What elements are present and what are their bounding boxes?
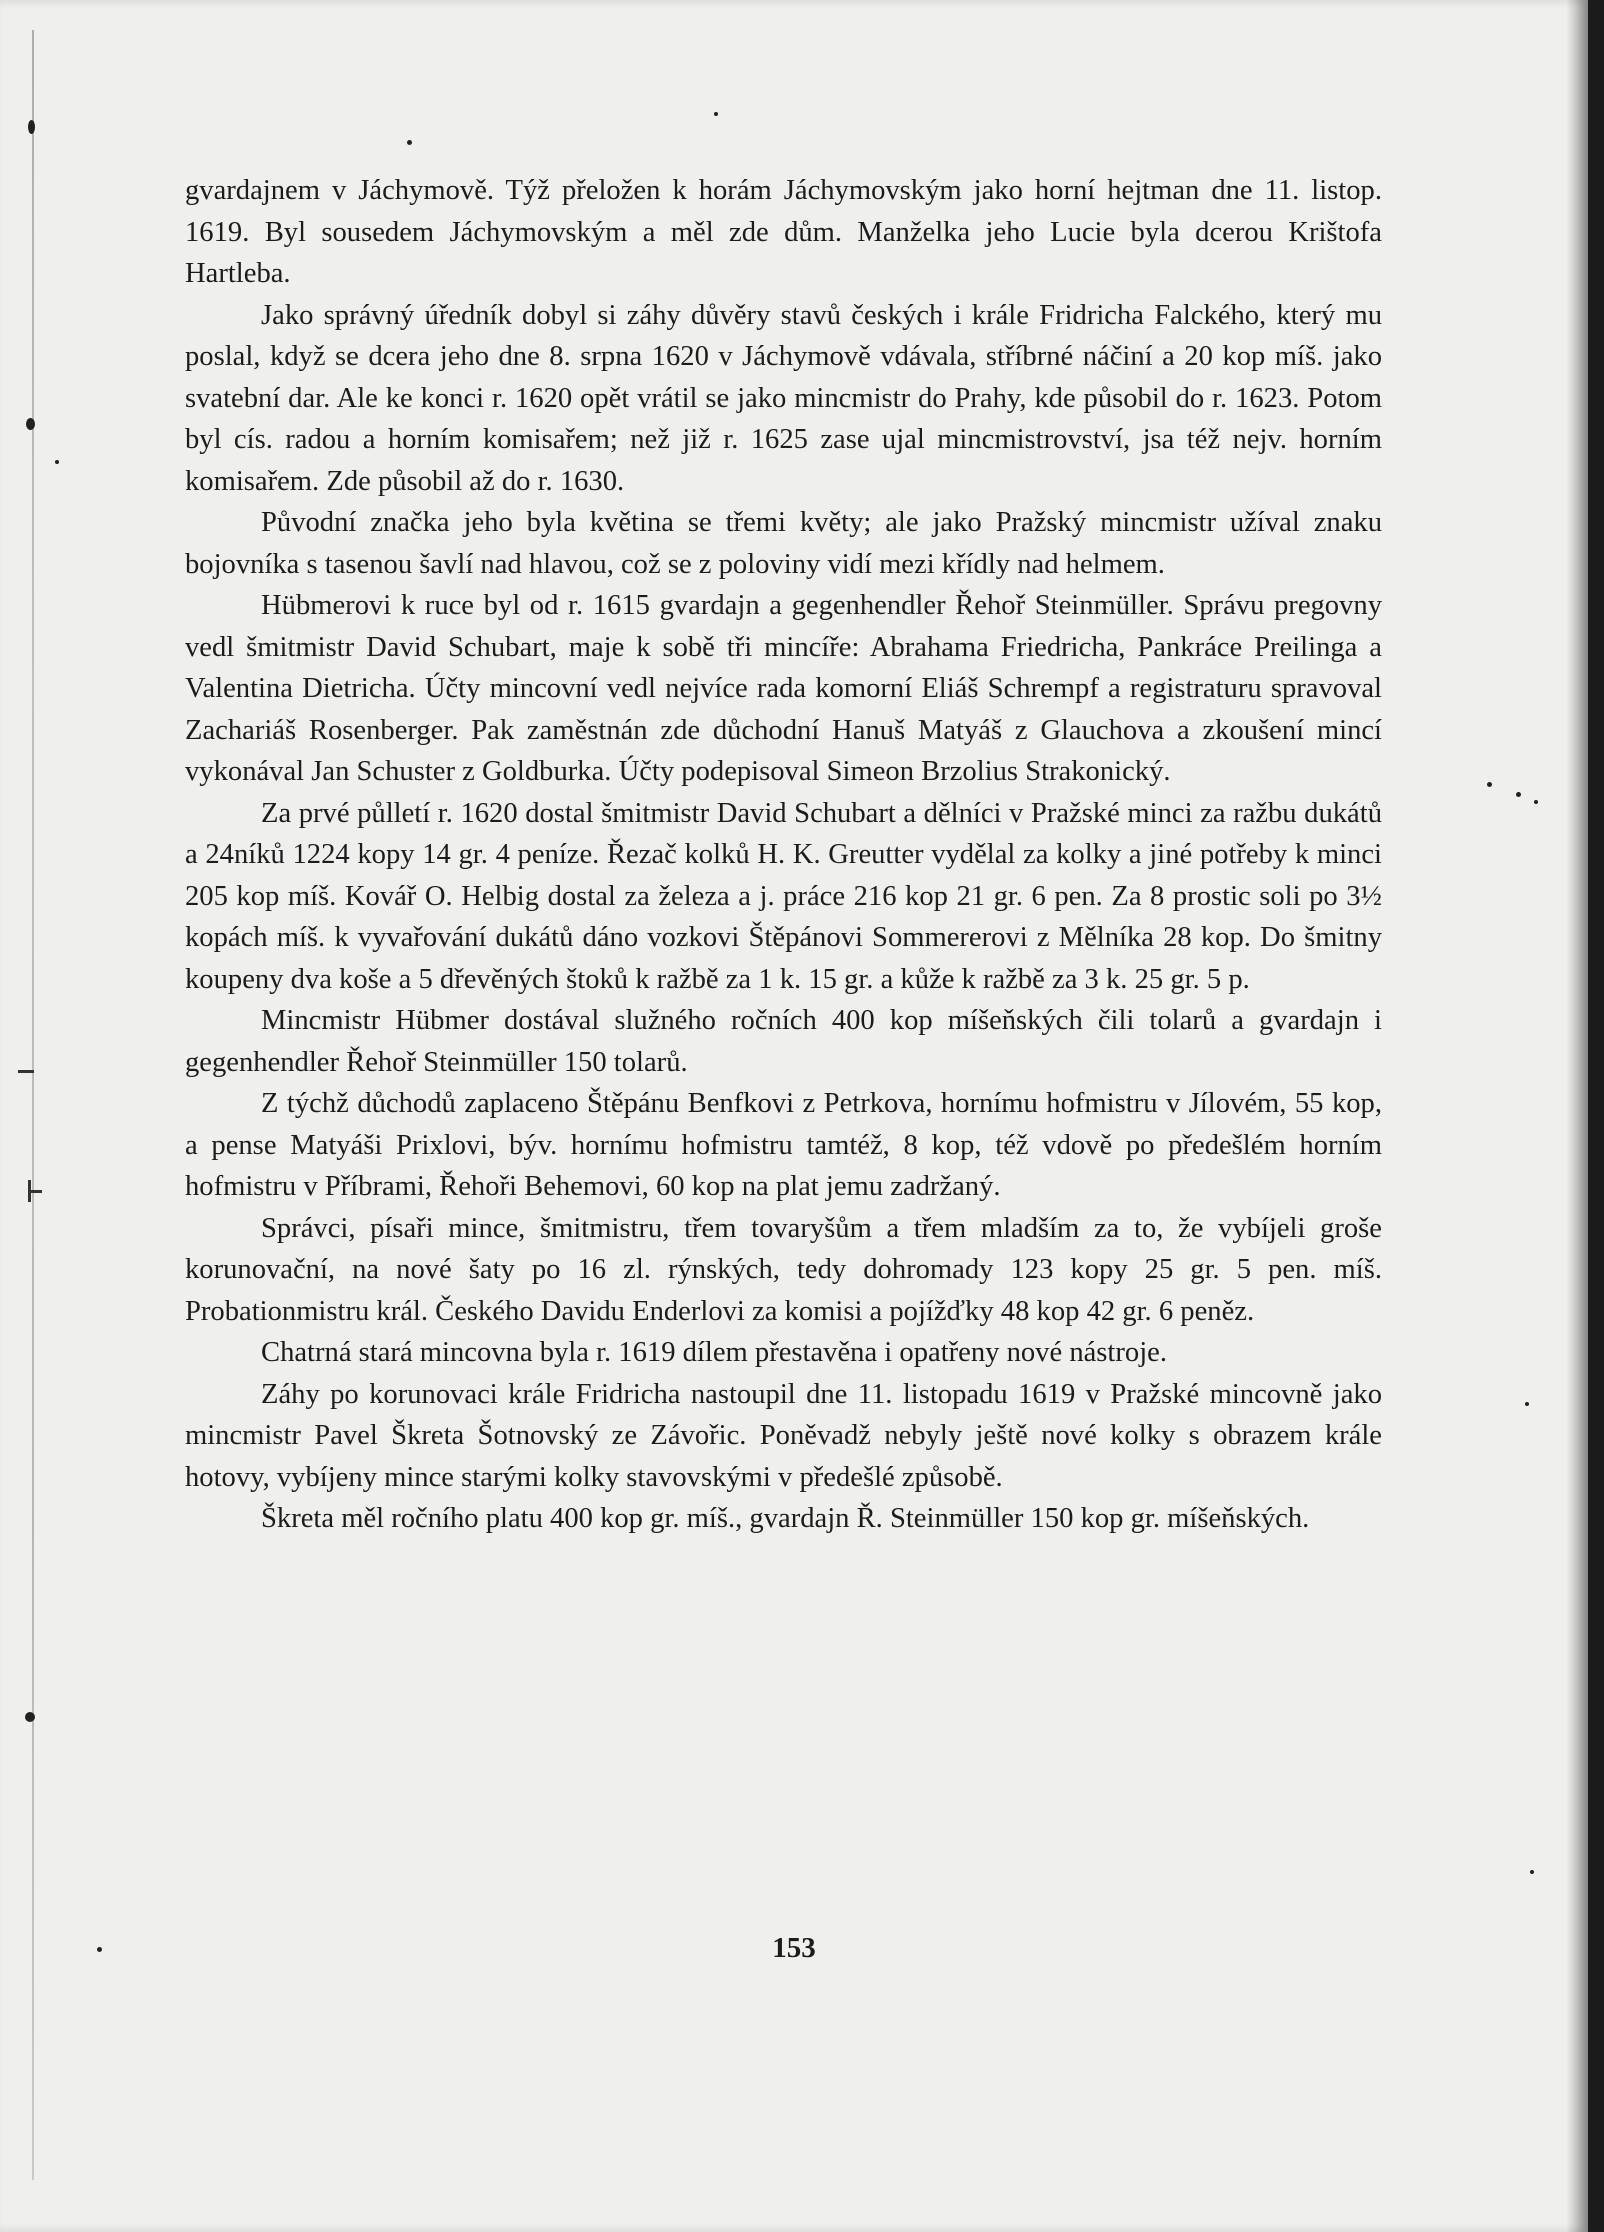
scan-speck	[26, 418, 35, 430]
paragraph: Chatrná stará mincovna byla r. 1619 dílem přestavěna i opatřeny nové nástroje.	[261, 1337, 1167, 1368]
paragraph: Mincmistr Hübmer dostával služného ročních 400 kop míšeňských čili tolarů a gvardajn i gegenhendler Řehoř Steinmüller 150 tolarů.	[185, 1005, 1382, 1078]
scan-speck	[1525, 1402, 1529, 1406]
paragraph: Za prvé půlletí r. 1620 dostal šmitmistr David Schubart a dělníci v Pražské minci za ražbu dukátů a 24níků 1224 kopy 14 gr. 4 peníze. Řezač kolků H. K. Greutter vydělal za kolky a jiné potřeby k minci 205 kop míš. Kovář O. Helbig dostal za železa a j. práce 216 kop 21 gr. 6 pen. Za 8 prostic soli po 3½ kopách míš. k vyvařování dukátů dáno vozkovi Štěpánovi Sommererovi z Mělníka 28 kop. Do šmitny koupeny dva koše a 5 dřevěných štoků k ražbě za 1 k. 15 gr. a kůže k ražbě za 3 k. 25 gr. 5 p.	[185, 797, 1382, 995]
scan-speck	[714, 112, 718, 116]
paragraph: Škreta měl ročního platu 400 kop gr. míš., gvardajn Ř. Steinmüller 150 kop gr. míšeňských.	[261, 1503, 1310, 1534]
paragraph: Záhy po korunovaci krále Fridricha nastoupil dne 11. listopadu 1619 v Pražské mincovně jako mincmistr Pavel Škreta Šotnovský ze Závořic. Poněvadž nebyly ještě nové kolky s obrazem krále hotovy, vybíjeny mince starými kolky stavovskými v předešlé způsobě.	[185, 1378, 1382, 1493]
paragraph: gvardajnem v Jáchymově. Týž přeložen k horám Jáchymovským jako horní hejtman dne 11. listop. 1619. Byl sousedem Jáchymovským a měl zde dům. Manželka jeho Lucie byla dcerou Krištofa Hartleba.	[185, 175, 1382, 289]
margin-tick	[28, 1190, 42, 1193]
scan-speck	[1534, 800, 1538, 804]
paragraph: Hübmerovi k ruce byl od r. 1615 gvardajn a gegenhendler Řehoř Steinmüller. Správu pregovny vedl šmitmistr David Schubart, maje k sobě tři mincíře: Abrahama Friedricha, Pankráce Preilinga a Valentina Dietricha. Účty mincovní vedl nejvíce rada komorní Eliáš Schrempf a registraturu spravoval Zachariáš Rosenberger. Pak zaměstnán zde důchodní Hanuš Matyáš z Glauchova a zkoušení mincí vykonával Jan Schuster z Goldburka. Účty podepisoval Simeon Brzolius Strakonický.	[185, 590, 1382, 787]
paragraph: Původní značka jeho byla květina se třemi květy; ale jako Pražský mincmistr užíval znaku bojovníka s tasenou šavlí nad hlavou, což se z poloviny vidí mezi křídly nad helmem.	[185, 507, 1382, 580]
paragraph: Z týchž důchodů zaplaceno Štěpánu Benfkovi z Petrkova, hornímu hofmistru v Jílovém, 55 kop, a pense Matyáši Prixlovi, býv. hornímu hofmistru tamtéž, 8 kop, též vdově po předešlém horním hofmistru v Příbrami, Řehoři Behemovi, 60 kop na plat jemu zadržaný.	[185, 1088, 1382, 1202]
scan-speck	[1516, 792, 1521, 797]
page-edge-shadow	[1566, 0, 1588, 2232]
scan-speck	[1530, 1870, 1534, 1874]
binding-gutter	[32, 30, 34, 2180]
page-number: 153	[772, 1932, 816, 1964]
scan-speck	[28, 120, 35, 134]
scan-speck	[25, 1712, 35, 1722]
scan-speck	[407, 140, 412, 145]
scan-speck	[55, 460, 59, 464]
body-text	[185, 170, 1382, 1540]
margin-tick	[18, 1070, 34, 1073]
paragraph: Jako správný úředník dobyl si záhy důvěry stavů českých i krále Fridricha Falckého, který mu poslal, když se dcera jeho dne 8. srpna 1620 v Jáchymově vdávala, stříbrné náčiní a 20 kop míš. jako svatební dar. Ale ke konci r. 1620 opět vrátil se jako mincmistr do Prahy, kde působil do r. 1623. Potom byl cís. radou a horním komisařem; než již r. 1625 zase ujal mincmistrovství, jsa též nejv. horním komisařem. Zde působil až do r. 1630.	[185, 299, 1382, 497]
scan-speck	[1487, 782, 1492, 787]
paragraph: Správci, písaři mince, šmitmistru, třem tovaryšům a třem mladším za to, že vybíjeli groše korunovační, na nové šaty po 16 zl. rýnských, tedy dohromady 123 kopy 25 gr. 5 pen. míš. Probationmistru král. Českého Davidu Enderlovi za komisi a pojížďky 48 kop 42 gr. 6 peněz.	[185, 1212, 1382, 1327]
